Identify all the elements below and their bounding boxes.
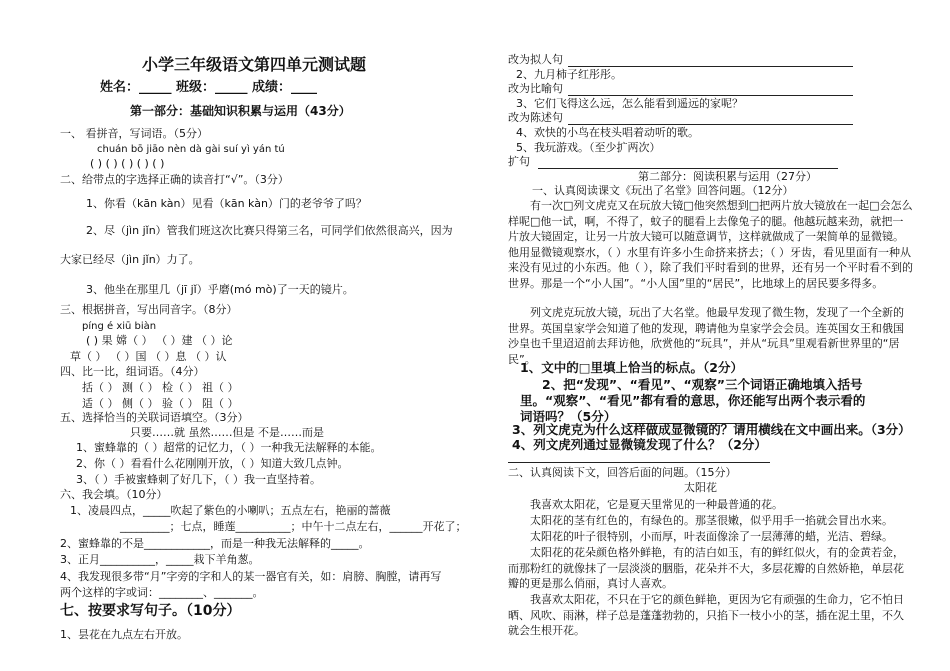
q7-item-5-instruction: 扩句: [508, 155, 530, 168]
q5-item-2[interactable]: 2、你（ ）看看什么花刚刚开放，（ ）知道大致几点钟。: [76, 457, 349, 470]
answer-line[interactable]: [568, 66, 853, 67]
reading1-question-2a: 2、把“发现”、“看见”、“观察”三个词语正确地填入括号: [542, 377, 863, 392]
answer-line[interactable]: [568, 124, 853, 125]
q4-title: 四、比一比，组词语。（4分）: [60, 365, 205, 378]
answer-line[interactable]: [538, 168, 838, 169]
q6-item-3[interactable]: 3、正月__________，_____栽下羊角葱。: [60, 553, 260, 566]
q7-item-3: 3、它们飞得这么远，怎么能看到遥远的家呢？: [516, 97, 743, 110]
q7-item-5: 5、我玩游戏。（至少扩两次）: [516, 141, 661, 154]
reading1-question-2b: 里。“观察”、“看见”都有看的意思，你还能写出两个表示看的: [520, 393, 866, 408]
q2-item-2b: 大家已经尽（jìn jǐn）力了。: [60, 253, 200, 266]
q6-item-4a: 4、我发现很多带“月”字旁的字和人的某一器官有关，如：肩膀、胸膛，请再写: [60, 570, 442, 583]
answer-line[interactable]: [568, 95, 853, 96]
exam-title: 小学三年级语文第四单元测试题: [142, 55, 367, 74]
q7-item-3-instruction: 改为陈述句: [508, 111, 563, 124]
q7-item-2: 2、九月柿子红彤彤。: [516, 68, 622, 81]
q3-title: 三、根据拼音，写出同音字。（8分）: [60, 303, 238, 316]
reading1-question-1: 1、文中的□里填上恰当的标点。（2分）: [520, 360, 743, 375]
q4-row-2[interactable]: 适（ ） 侧（ ） 验（ ） 阻（ ）: [82, 397, 239, 410]
q7-item-1-instruction: 改为拟人句: [508, 53, 563, 66]
q1-title: 一、 看拼音，写词语。（5分）: [60, 127, 208, 140]
q2-item-3: 3、他坐在那里几（jī jǐ）乎磨(mó mò)了一天的镜片。: [86, 283, 354, 296]
q5-options: 只要……就 虽然……但是 不是……而是: [130, 426, 324, 439]
part1-heading: 第一部分：基础知识积累与运用（43分）: [130, 104, 351, 118]
reading1-paragraph-1: 有一次□列文虎克又在玩放大镜□他突然想到□把两片放大镜放在一起□会怎么样呢□他一试，啊，不得了，蚊子的腿看上去像兔子的腿。他越玩越来劲，就把一片放大镜固定，让另一片放大镜可以随意调节，这样就做成了一架简单的显微镜。他用显微镜观察水，（ ）水里有许多小生命挤来挤去；（ ）牙齿，看见里面有一种从来没有见过的小东西。他（ ），除了我们平时看到的世界，还有另一个平时看不到的世界。那是一个“小人国”。“小人国”里的“居民”，比地球上的居民要多得多。: [508, 199, 913, 290]
student-info: 姓名：_____ 班级：_____ 成绩：____: [100, 80, 318, 95]
q7-item-2-instruction: 改为比喻句: [508, 82, 563, 95]
q3-pinyin: píng é xiū biàn: [82, 321, 157, 332]
q4-row-1[interactable]: 括（ ） 测（ ） 检（ ） 祖（ ）: [82, 381, 239, 394]
q5-item-1[interactable]: 1、蜜蜂靠的（ ）超常的记忆力，（ ）一种我无法解释的本能。: [76, 441, 382, 454]
reading2-passage-title: 太阳花: [684, 481, 717, 494]
q6-item-4b[interactable]: 两个这样的字或词：________、_______。: [60, 586, 264, 599]
q2-item-2a: 2、尽（jìn jǐn）管我们班这次比赛只得第三名，可同学们依然很高兴，因为: [86, 224, 453, 237]
q5-item-3[interactable]: 3、（ ）手被蜜蜂刺了好几下，（ ）我一直坚持着。: [76, 473, 321, 486]
reading2-paragraph-4: 太阳花的花朵颜色格外鲜艳，有的洁白如玉，有的鲜红似火，有的金黄若金，而那粉红的就像抹了一层淡淡的胭脂，花朵并不大，多层花瓣的自然娇艳，单层花瓣的更是那么俏丽，真讨人喜欢。: [508, 546, 904, 590]
q6-item-1a[interactable]: 1、凌晨四点，_____吹起了紫色的小喇叭；五点左右，艳丽的蔷薇: [70, 504, 391, 517]
q6-item-2[interactable]: 2、蜜蜂靠的不是____________，而是一种我无法解释的_____。: [60, 537, 370, 550]
q6-item-1b[interactable]: _________；七点，睡莲__________；中午十二点左右，______开花了；: [120, 520, 467, 533]
q2-title: 二、给带点的字选择正确的读音打“√”。（3分）: [60, 173, 289, 186]
q6-title: 六、我会填。（10分）: [60, 488, 168, 501]
q3-row-1[interactable]: ( ) 果 嫦（ ） （ ）建 （ ）论: [86, 334, 233, 347]
reading1-question-3: 3、列文虎克为什么这样做成显微镜的？请用横线在文中画出来。（3分）: [512, 422, 911, 437]
q1-answer-boxes[interactable]: ( ) ( ) ( ) ( ) ( ): [90, 157, 165, 170]
part2-heading: 第二部分：阅读积累与运用（27分）: [638, 170, 817, 183]
q1-pinyin: chuán bō jiāo nèn dà gài suí yì yán tú: [97, 144, 285, 155]
answer-line[interactable]: [508, 462, 770, 463]
q2-item-1: 1、你看（kān kàn）见看（kān kàn）门的老爷爷了吗？: [86, 197, 367, 210]
reading2-paragraph-3: 太阳花的叶子很特别，小而厚，叶表面像涂了一层薄薄的蜡，光洁、碧绿。: [530, 530, 893, 543]
reading1-title: 一、认真阅读课文《玩出了名堂》回答问题。（12分）: [532, 184, 794, 197]
reading2-paragraph-1: 我喜欢太阳花，它是夏天里常见的一种最普通的花。: [530, 498, 783, 511]
q5-title: 五、选择恰当的关联词语填空。（3分）: [60, 411, 249, 424]
q7-title: 七、按要求写句子。（10分）: [60, 603, 241, 619]
reading2-paragraph-2: 太阳花的茎有红色的，有绿色的。那茎很嫩，似乎用手一掐就会冒出水来。: [530, 514, 893, 527]
reading2-paragraph-5: 我喜欢太阳花，不只在于它的颜色鲜艳，更因为它有顽强的生命力，它不怕日晒、风吹、雨淋，样子总是蓬蓬勃勃的，只掐下一枝小小的茎，插在泥土里，不久就会生根开花。: [508, 593, 904, 637]
reading1-paragraph-2: 列文虎克玩放大镜，玩出了大名堂。他最早发现了微生物，发现了一个全新的世界。英国皇家学会知道了他的发现，聘请他为皇家学会会员。连英国女王和俄国沙皇也千里迢迢前去拜访他，欣赏他的“玩具”，并从“玩具”里观看新世界里的“居民”。: [508, 306, 904, 366]
reading2-title: 二、认真阅读下文，回答后面的问题。（15分）: [508, 466, 737, 479]
reading1-question-2c: 词语吗？（5分）: [520, 409, 617, 424]
q3-row-2[interactable]: 草（ ） （ ）国 （ ）息 （ ）认: [70, 350, 227, 363]
q7-item-4: 4、欢快的小鸟在枝头唱着动听的歌。: [516, 126, 699, 139]
q7-item-1: 1、昙花在九点左右开放。: [60, 628, 188, 641]
reading1-question-4: 4、列文虎列通过显微镜发现了什么？（2分）: [512, 437, 767, 452]
